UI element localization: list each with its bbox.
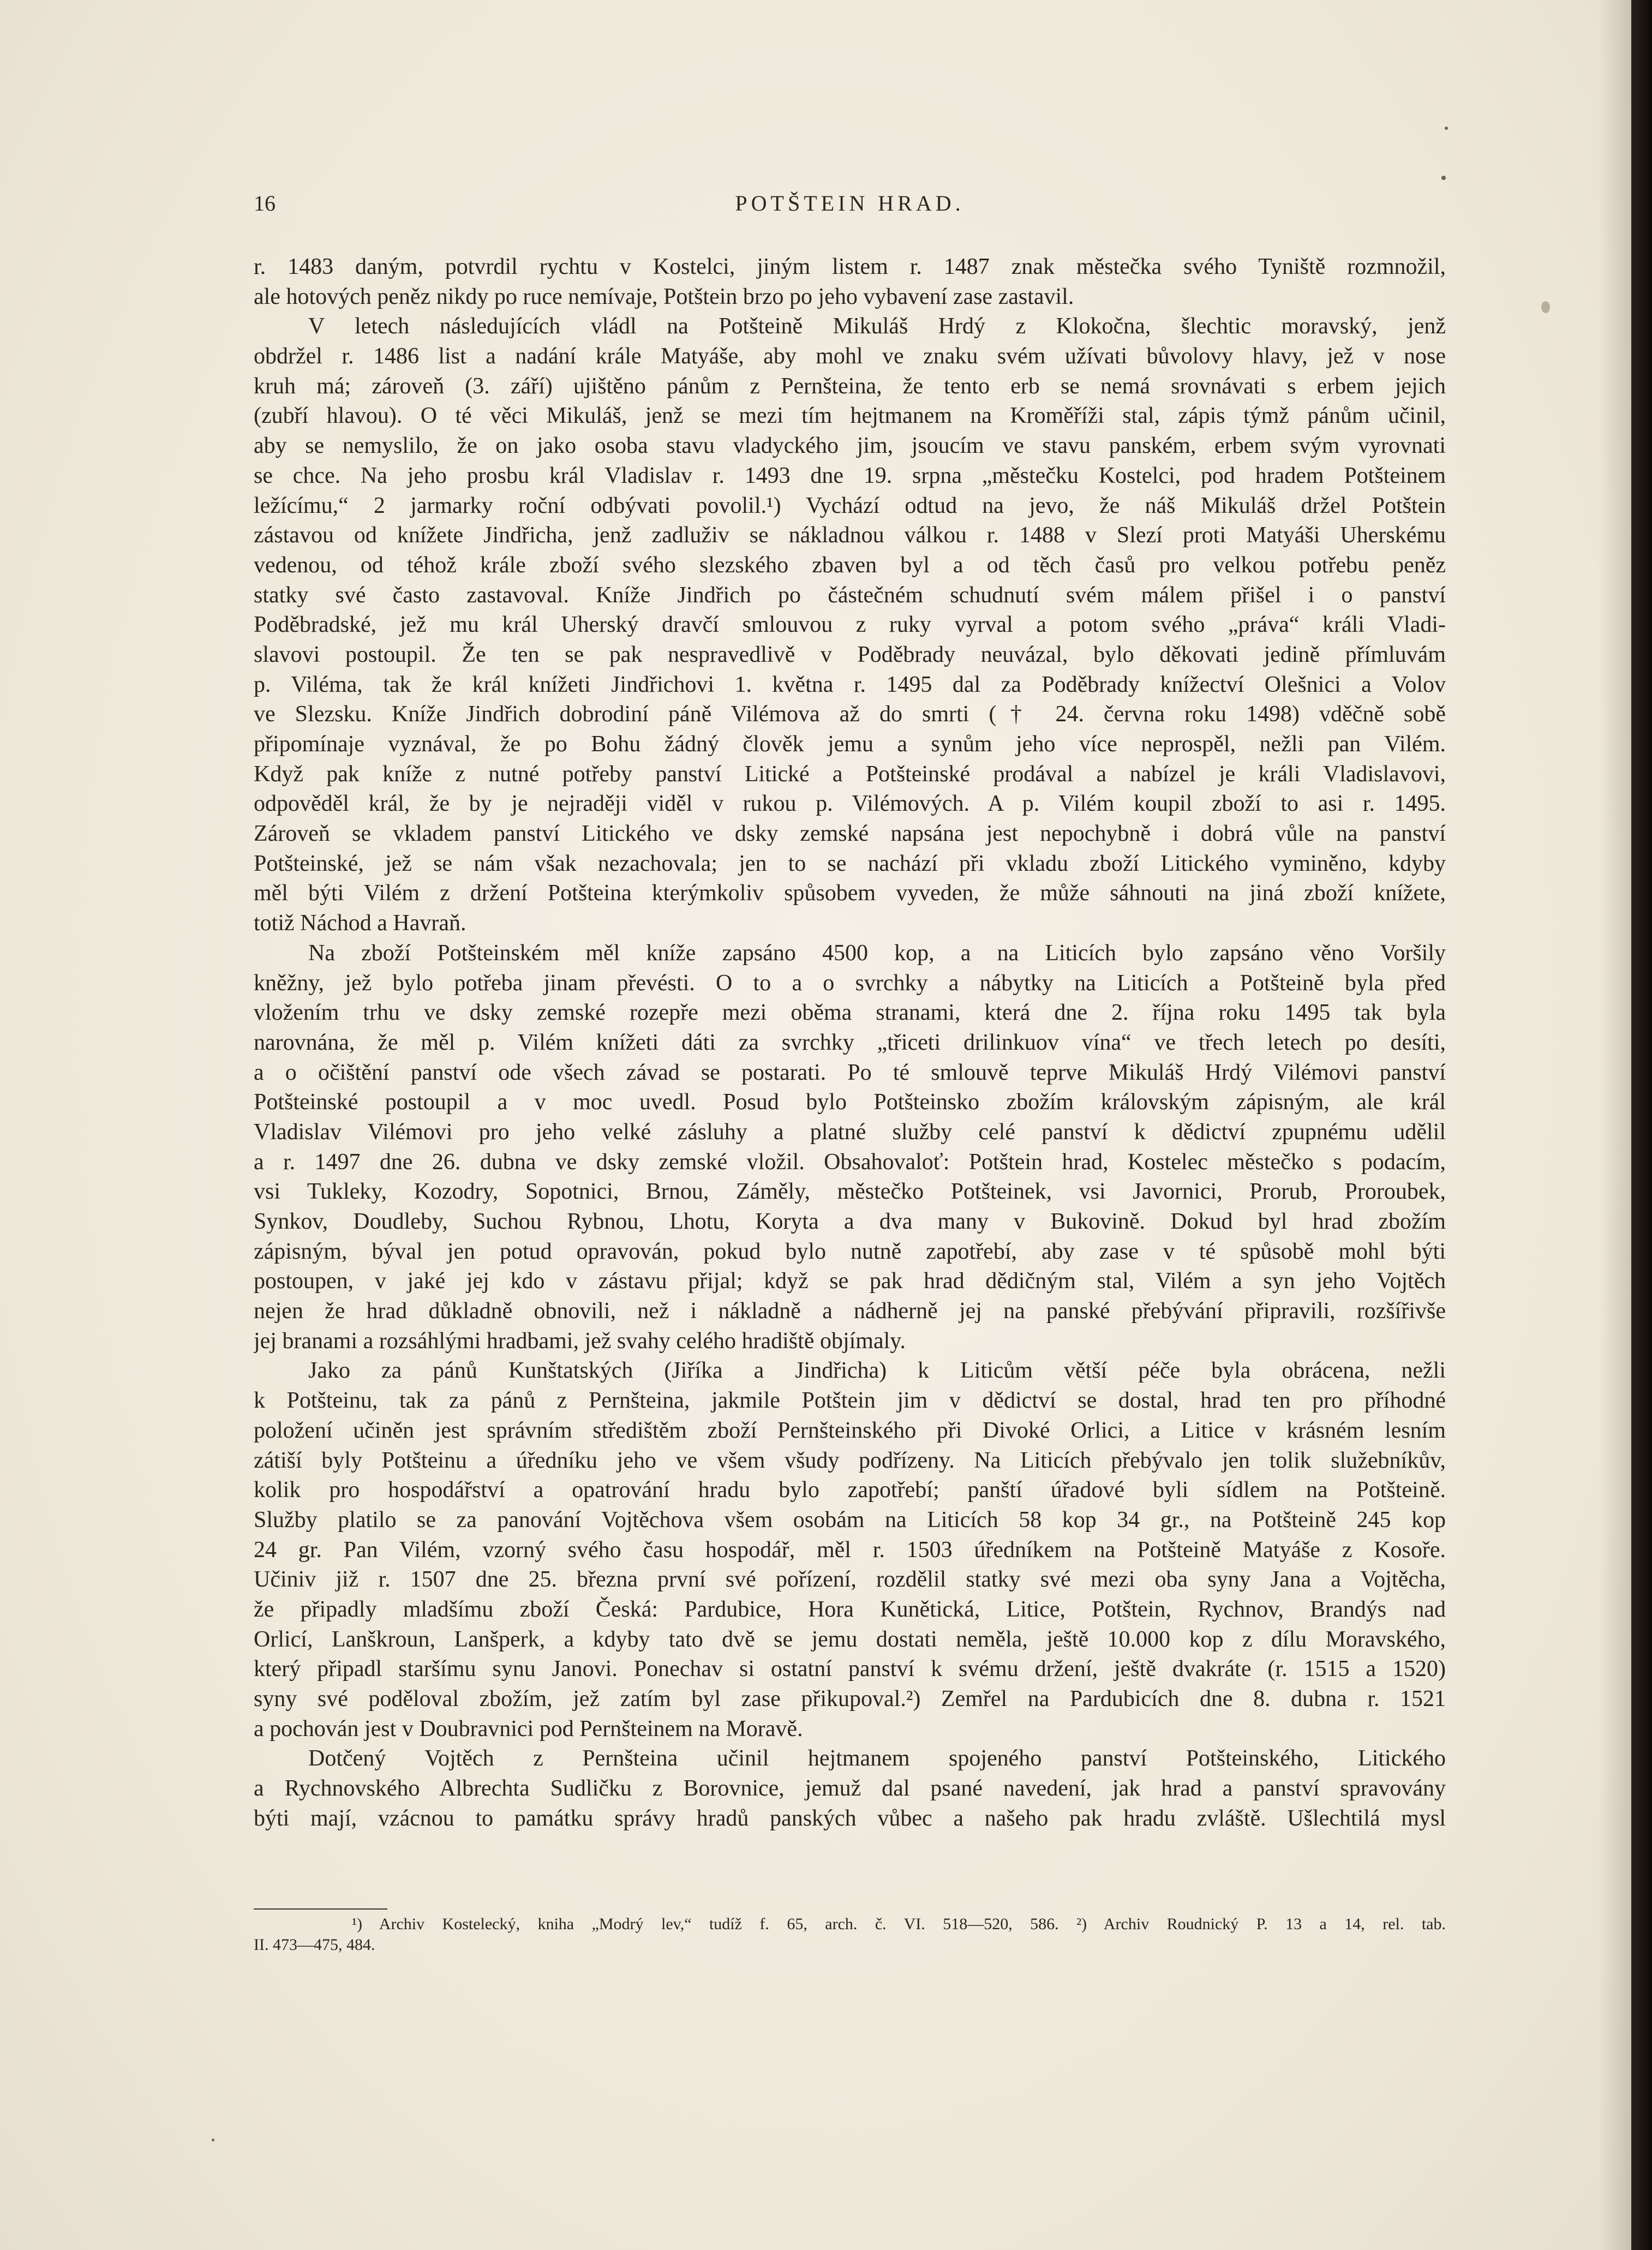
text-line: vložením trhu ve dsky zemské rozepře mezi oběma stranami, která dne 2. října roku 1495 tak byla bbox=[254, 1000, 1446, 1026]
text-line: a Rychnovského Albrechta Sudličku z Borovnice, jemuž dal psané navedení, jak hrad a panství spravovány bbox=[254, 1776, 1446, 1802]
footnote-line: ¹) Archiv Kostelecký, kniha „Modrý lev,“ tudíž f. 65, arch. č. VI. 518—520, 586. ²) Archiv Roudnický P. 13 a 14, rel. tab. bbox=[352, 1915, 1446, 1933]
page-number: 16 bbox=[254, 191, 276, 216]
paper-speck bbox=[1445, 127, 1448, 130]
text-line: totiž Náchod a Havraň. bbox=[254, 911, 466, 936]
text-line: Orlicí, Lanškroun, Lanšperk, a kdyby tato dvě se jemu dostati neměla, ještě 10.000 kop z dílu Moravského, bbox=[254, 1626, 1446, 1652]
text-line: zástavou od knížete Jindřicha, jenž zadluživ se nákladnou válkou r. 1488 v Slezí proti Matyáši Uherskému bbox=[254, 523, 1446, 548]
text-line: položení učiněn jest správním středištěm zboží Pernšteinského při Divoké Orlici, a Litice v krásném lesním bbox=[254, 1417, 1446, 1443]
text-line: odpověděl král, že by je nejraději viděl v rukou p. Vilémových. A p. Vilém koupil zboží to asi r. 1495. bbox=[254, 791, 1446, 817]
text-line: vsi Tukleky, Kozodry, Sopotnici, Brnou, Záměly, městečko Potšteinek, vsi Javornici, Prorub, Proroubek, bbox=[254, 1179, 1446, 1205]
footnotes bbox=[254, 1914, 1446, 1955]
text-line: měl býti Vilém z držení Potšteina kterýmkoliv spůsobem vyveden, že může sáhnouti na jiná zboží knížete, bbox=[254, 881, 1446, 906]
text-line: jej branami a rozsáhlými hradbami, jež svahy celého hradiště objímaly. bbox=[254, 1328, 906, 1354]
footnote-rule bbox=[254, 1908, 387, 1910]
text-line: kněžny, jež bylo potřeba jinam převésti. O to a o svrchky a nábytky na Liticích a Potšteině byla před bbox=[254, 970, 1446, 996]
text-line: se chce. Na jeho prosbu král Vladislav r. 1493 dne 19. srpna „městečku Kostelci, pod hradem Potšteinem bbox=[254, 463, 1446, 488]
text-line: k Potšteinu, tak za pánů z Pernšteina, jakmile Potštein jim v dědictví se dostal, hrad ten pro příhodné bbox=[254, 1388, 1446, 1414]
text-line: vedenou, od téhož krále zboží svého slezského zbaven byl a od těch časů pro velkou potřebu peněz bbox=[254, 552, 1446, 578]
text-line: býti mají, vzácnou to památku správy hradů panských vůbec a našeho pak hradu zvláště. Ušlechtilá mysl bbox=[254, 1805, 1446, 1831]
text-line: ale hotových peněz nikdy po ruce nemívaje, Potštein brzo po jeho vybavení zase zastavil. bbox=[254, 284, 1074, 309]
text-line: obdržel r. 1486 list a nadání krále Matyáše, aby mohl ve znaku svém užívati bůvolovy hlavy, jež v nose bbox=[254, 344, 1446, 369]
text-line: statky své často zastavoval. Kníže Jindřich po částečném schudnutí svém málem přišel i o panství bbox=[254, 582, 1446, 608]
paragraph-start-line: V letech následujících vládl na Potšteině Mikuláš Hrdý z Klokočna, šlechtic moravský, jenž bbox=[308, 314, 1446, 339]
text-line: který připadl staršímu synu Janovi. Ponechav si ostatní panství k svému držení, ještě dvakráte (r. 1515 a 1520) bbox=[254, 1656, 1446, 1682]
book-binding-edge bbox=[1631, 0, 1652, 2250]
text-line: Poděbradské, jež mu král Uherský dravčí smlouvou z ruky vyrval a potom svého „práva“ králi Vladi- bbox=[254, 612, 1446, 638]
text-line: (zubří hlavou). O té věci Mikuláš, jenž se mezi tím hejtmanem na Kroměříži stal, zápis týmž pánům učinil, bbox=[254, 403, 1446, 429]
text-line: a r. 1497 dne 26. dubna ve dsky zemské vložil. Obsahovaloť: Potštein hrad, Kostelec městečko s podacím, bbox=[254, 1149, 1446, 1175]
text-line: Služby platilo se za panování Vojtěchova všem osobám na Liticích 58 kop 34 gr., na Potšteině 245 kop bbox=[254, 1507, 1446, 1533]
text-line: 24 gr. Pan Vilém, vzorný svého času hospodář, měl r. 1503 úředníkem na Potšteině Matyáše z Kosoře. bbox=[254, 1537, 1446, 1563]
text-line: Když pak kníže z nutné potřeby panství Litické a Potšteinské prodával a nabízel je králi Vladislavovi, bbox=[254, 761, 1446, 787]
text-line: Synkov, Doudleby, Suchou Rybnou, Lhotu, Koryta a dva many v Bukovině. Dokud byl hrad zbožím bbox=[254, 1209, 1446, 1234]
text-line: kolik pro hospodářství a opatrování hradu bylo zapotřebí; panští úřadové byli sídlem na Potšteině. bbox=[254, 1477, 1446, 1503]
text-line: Potšteinské postoupil a v moc uvedl. Posud bylo Potšteinsko zbožím královským zápisným, ale král bbox=[254, 1090, 1446, 1115]
paper-speck bbox=[212, 2139, 214, 2141]
footnote-line: II. 473—475, 484. bbox=[254, 1936, 375, 1954]
text-line: p. Viléma, tak že král knížeti Jindřichovi 1. května r. 1495 dal za Poděbrady knížectví Olešnici a Volov bbox=[254, 672, 1446, 697]
text-line: r. 1483 daným, potvrdil rychtu v Kostelci, jiným listem r. 1487 znak městečka svého Tyniště rozmnožil, bbox=[254, 254, 1446, 279]
text-line: nejen že hrad důkladně obnovili, než i nákladně a nádherně jej na panské přebývání připravili, rozšířivše bbox=[254, 1298, 1446, 1324]
paragraph-start-line: Na zboží Potšteinském měl kníže zapsáno 4500 kop, a na Liticích bylo zapsáno věno Voršily bbox=[308, 940, 1446, 966]
text-line: připomínaje vyznával, že po Bohu žádný člověk jemu a synům jeho více neprospěl, nežli pan Vilém. bbox=[254, 732, 1446, 757]
text-line: aby se nemyslilo, že on jako osoba stavu vladyckého jim, jsoucím ve stavu panském, erbem svým vyrovnati bbox=[254, 433, 1446, 459]
running-title: POTŠTEIN HRAD. bbox=[735, 191, 965, 216]
paper-speck bbox=[1541, 301, 1550, 313]
gutter-shadow bbox=[1599, 0, 1631, 2250]
text-line: kruh má; zároveň (3. září) ujištěno pánům z Pernšteina, že tento erb se nemá srovnávati s erbem jejich bbox=[254, 373, 1446, 399]
text-line: syny své poděloval zbožím, jež zatím byl zase přikupoval.²) Zemřel na Pardubicích dne 8. dubna r. 1521 bbox=[254, 1686, 1446, 1712]
text-line: že připadly mladšímu zboží Česká: Pardubice, Hora Kunětická, Litice, Potštein, Rychnov, Brandýs nad bbox=[254, 1596, 1446, 1622]
text-line: Potšteinské, jež se nám však nezachovala; jen to se nachází při vkladu zboží Litického vyminěno, kdyby bbox=[254, 851, 1446, 876]
paragraph-start-line: Dotčený Vojtěch z Pernšteina učinil hejtmanem spojeného panství Potšteinského, Litického bbox=[308, 1746, 1446, 1772]
text-line: slavovi postoupil. Že ten se pak nespravedlivě v Poděbrady neuvázal, bylo děkovati jedině přímluvám bbox=[254, 642, 1446, 667]
text-line: Učiniv již r. 1507 dne 25. března první své pořízení, rozdělil statky své mezi oba syny Jana a Vojtěcha, bbox=[254, 1567, 1446, 1593]
paragraph-start-line: Jako za pánů Kunštatských (Jiříka a Jindřicha) k Liticům větší péče byla obrácena, nežli bbox=[308, 1358, 1446, 1384]
page-header bbox=[254, 184, 1446, 223]
paper-speck bbox=[1441, 176, 1446, 180]
text-line: a pochován jest v Doubravnici pod Pernšteinem na Moravě. bbox=[254, 1716, 803, 1742]
text-line: narovnána, že měl p. Vilém knížeti dáti za svrchky „třiceti drilinkuov vína“ ve třech letech po desíti, bbox=[254, 1030, 1446, 1055]
text-line: a o očištění panství ode všech závad se postarati. Po té smlouvě teprve Mikuláš Hrdý Vilémovi panství bbox=[254, 1060, 1446, 1085]
text-line: ve Slezsku. Kníže Jindřich dobrodiní páně Vilémova až do smrti († 24. června roku 1498) vděčně sobě bbox=[254, 702, 1446, 727]
text-line: ležícímu,“ 2 jarmarky roční odbývati povolil.¹) Vychází odtud na jevo, že náš Mikuláš držel Potštein bbox=[254, 493, 1446, 518]
body-text bbox=[254, 252, 1446, 1833]
text-line: Zároveň se vkladem panství Litického ve dsky zemské napsána jest nepochybně i dobrá vůle na panství bbox=[254, 821, 1446, 847]
text-line: Vladislav Vilémovi pro jeho velké zásluhy a platné služby celé panství k dědictví zpupnému udělil bbox=[254, 1119, 1446, 1145]
text-line: postoupen, v jaké jej kdo v zástavu přijal; když se pak hrad dědičným stal, Vilém a syn jeho Vojtěch bbox=[254, 1268, 1446, 1294]
text-line: zátiší byly Potšteinu a úředníku jeho ve všem všudy podřízeny. Na Liticích přebývalo jen tolik služebníkův, bbox=[254, 1447, 1446, 1473]
text-line: zápisným, býval jen potud opravován, pokud bylo nutně zapotřebí, aby zase v té spůsobě mohl býti bbox=[254, 1238, 1446, 1264]
